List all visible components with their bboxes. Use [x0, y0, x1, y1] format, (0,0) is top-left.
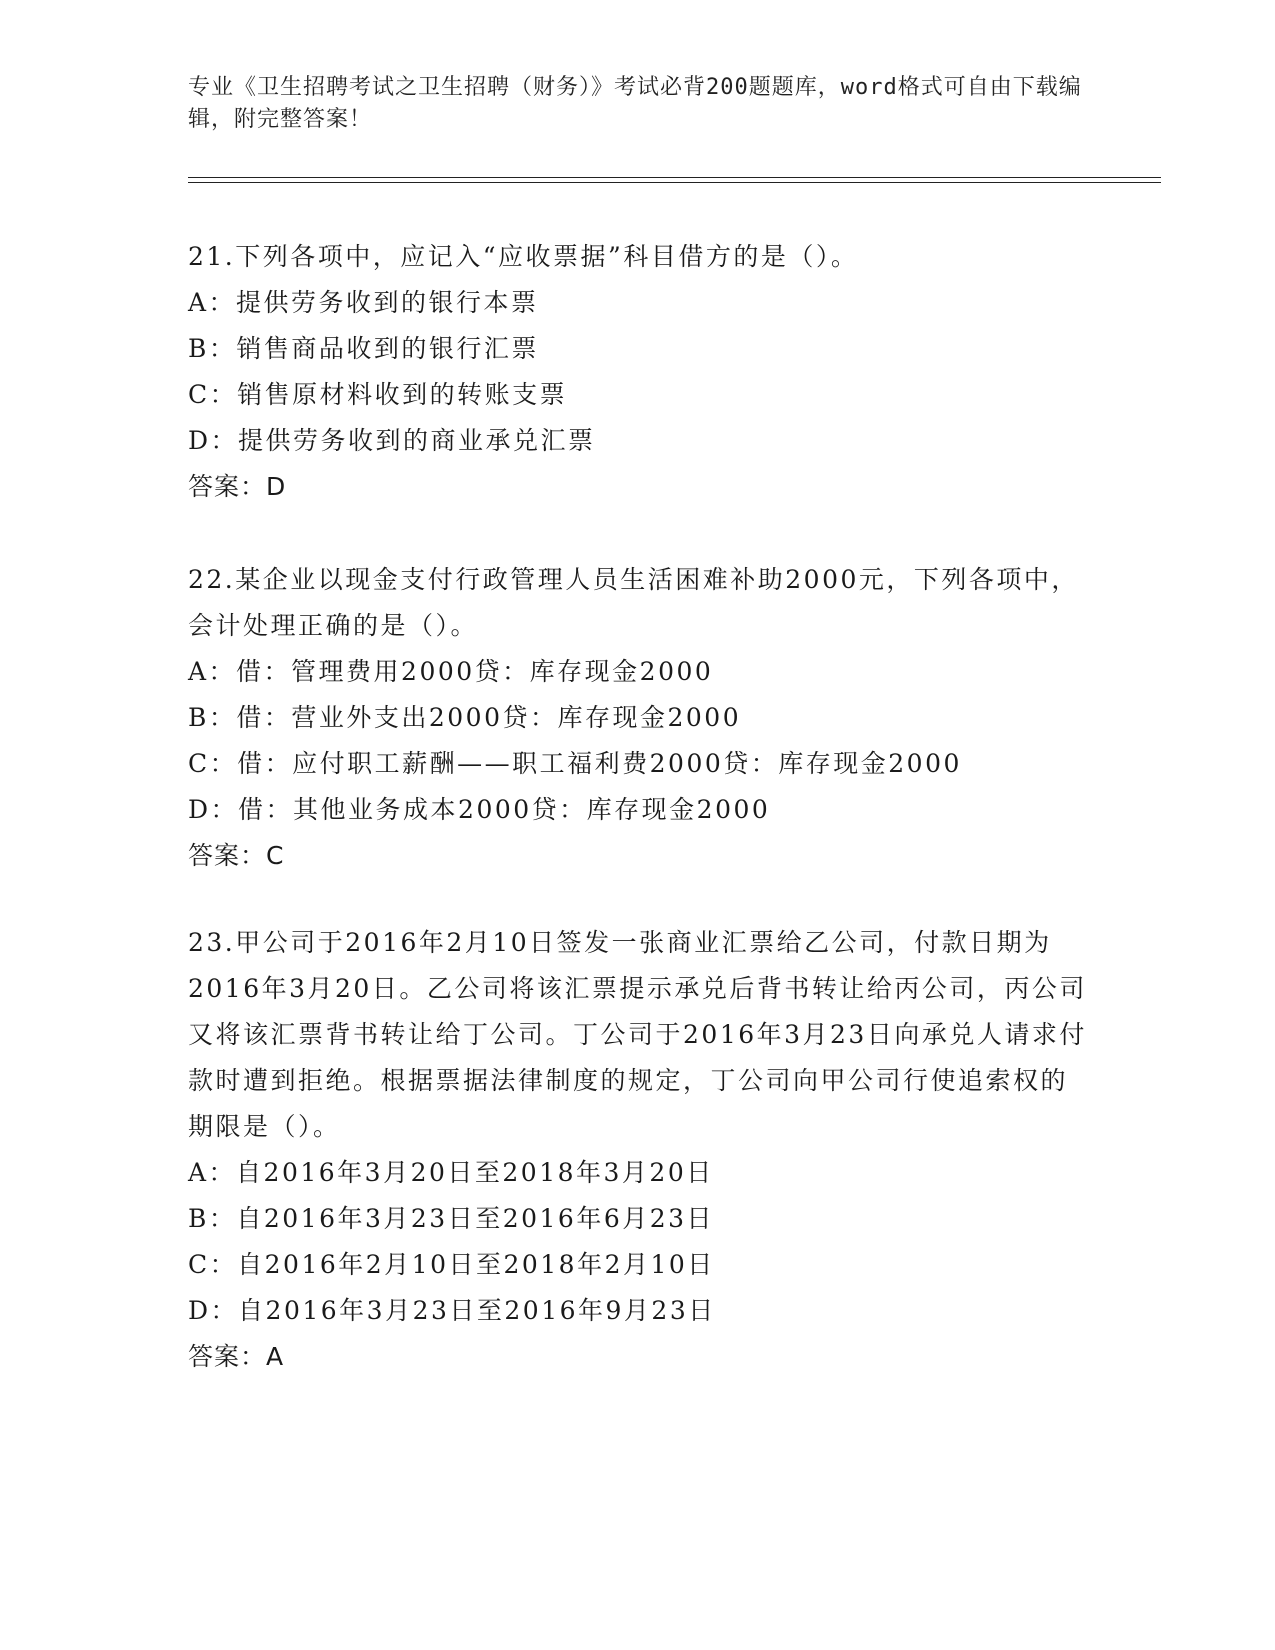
- question-stem: 22.某企业以现金支付行政管理人员生活困难补助2000元，下列各项中，会计处理正确的是（）。: [188, 565, 1079, 640]
- option-d: D：提供劳务收到的商业承兑汇票: [188, 426, 596, 455]
- option-b: B：自2016年3月23日至2016年6月23日: [188, 1204, 715, 1233]
- answer: 答案：C: [188, 841, 285, 870]
- answer: 答案：A: [188, 1342, 285, 1371]
- option-c: C：销售原材料收到的转账支票: [188, 380, 568, 409]
- option-b: B：借：营业外支出2000贷：库存现金2000: [188, 703, 742, 732]
- option-a: A：自2016年3月20日至2018年3月20日: [188, 1158, 714, 1187]
- question-22: [188, 557, 1088, 879]
- header-divider-top: [188, 177, 1161, 178]
- question-stem: 21.下列各项中，应记入“应收票据”科目借方的是（）。: [188, 242, 859, 271]
- question-stem: 23.甲公司于2016年2月10日签发一张商业汇票给乙公司，付款日期为2016年3月20日。乙公司将该汇票提示承兑后背书转让给丙公司，丙公司又将该汇票背书转让给丁公司。丁公司于2016年3月23日向承兑人请求付款时遭到拒绝。根据票据法律制度的规定，丁公司向甲公司行使追索权的期限是（）。: [188, 928, 1087, 1141]
- option-a: A：借：管理费用2000贷：库存现金2000: [188, 657, 714, 686]
- document-header: 专业《卫生招聘考试之卫生招聘（财务）》考试必背200题题库，word格式可自由下载编辑，附完整答案！: [188, 75, 1082, 132]
- option-b: B：销售商品收到的银行汇票: [188, 334, 539, 363]
- option-d: D：自2016年3月23日至2016年9月23日: [188, 1296, 716, 1325]
- answer: 答案：D: [188, 472, 287, 501]
- question-23: [188, 920, 1088, 1380]
- option-c: C：自2016年2月10日至2018年2月10日: [188, 1250, 715, 1279]
- option-d: D：借：其他业务成本2000贷：库存现金2000: [188, 795, 771, 824]
- option-a: A：提供劳务收到的银行本票: [188, 288, 539, 317]
- option-c: C：借：应付职工薪酬——职工福利费2000贷：库存现金2000: [188, 749, 962, 778]
- header-divider-bottom: [188, 182, 1161, 183]
- question-21: [188, 234, 1088, 510]
